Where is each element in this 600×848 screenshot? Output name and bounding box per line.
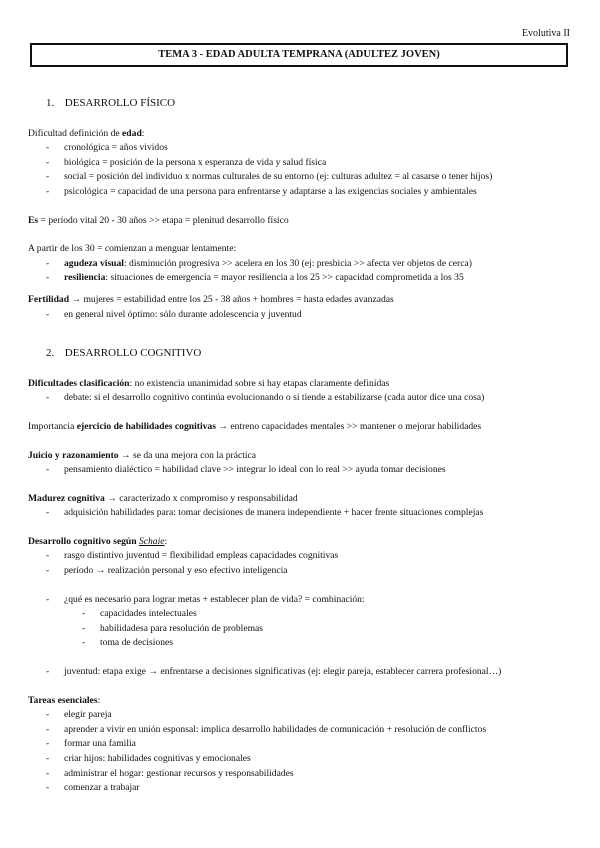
list-item [28, 271, 578, 286]
dificultades-list [28, 391, 578, 406]
importancia-pre: Importancia [28, 420, 77, 432]
tareas-term: Tareas esenciales [28, 694, 98, 706]
list-item: - adquisición habilidades para: tomar decisiones de manera independiente + hacer frente situaciones complejas [28, 506, 578, 521]
fertilidad-list [28, 308, 578, 323]
list-item: - aprender a vivir en unión esponsal: implica desarrollo habilidades de comunicación + resolución de conflictos [28, 723, 578, 738]
list-item: - juventud: etapa exige → enfrentarse a decisiones significativas (ej: elegir pareja, establecer carrera profesional…) [28, 665, 578, 680]
sub-list-item: - habilidadesa para resolución de problemas [28, 622, 578, 637]
list-item: - social = posición del individuo x normas culturales de su entorno (ej: culturas adultez = al casarse o tener hijos) [28, 170, 578, 185]
list-item: - elegir pareja [28, 708, 578, 723]
list-item: - administrar el hogar: gestionar recursos y responsabilidades [28, 767, 578, 782]
tareas-colon: : [97, 694, 101, 706]
madurez-list [28, 506, 578, 521]
list-item: - criar hijos: habilidades cognitivas y emocionales [28, 752, 578, 767]
importancia-line [28, 420, 578, 435]
juicio-text: → se da una mejora con la práctica [118, 449, 257, 461]
agudeza-text: : disminución progresiva >> acelera en los 30 (ej: presbicia >> afecta ver objetos de cerca) [123, 257, 472, 269]
fertilidad-term: Fertilidad [28, 293, 70, 305]
list-item: - ¿qué es necesario para lograr metas + establecer plan de vida? = combinación: [28, 593, 578, 608]
schaie-name: Schaie [138, 535, 165, 547]
list-item [28, 257, 578, 272]
fertilidad-line [28, 293, 578, 308]
schaie-line [28, 535, 578, 550]
madurez-line [28, 492, 578, 507]
edad-term: edad [122, 127, 142, 139]
dificultades-term: Dificultades clasificación [28, 377, 130, 389]
edad-intro [28, 127, 578, 142]
list-item: - en general nivel óptimo: sólo durante adolescencia y juventud [28, 308, 578, 323]
importancia-post: → entreno capacidades mentales >> mantener o mejorar habilidades [215, 420, 482, 432]
section-2-title: DESARROLLO COGNITIVO [64, 347, 202, 360]
es-text: = período vital 20 - 30 años >> etapa = plenitud desarrollo físico [38, 214, 289, 226]
list-item: - formar una familia [28, 737, 578, 752]
document-title: TEMA 3 - EDAD ADULTA TEMPRANA (ADULTEZ JOVEN) [30, 43, 568, 67]
tareas-line [28, 694, 578, 709]
list-item: - comenzar a trabajar [28, 781, 578, 796]
menguar-list [28, 257, 578, 286]
list-item: - pensamiento dialéctico = habilidad clave >> integrar lo ideal con lo real >> ayuda tomar decisiones [28, 463, 578, 478]
schaie-colon: : [164, 535, 168, 547]
resiliencia-term: resiliencia [64, 272, 106, 284]
section-2-heading [46, 346, 578, 361]
dificultades-text: : no existencia unanimidad sobre si hay etapas claramente definidas [129, 377, 390, 389]
dificultades-line [28, 377, 578, 392]
agudeza-term: agudeza visual [64, 257, 124, 269]
edad-list [28, 141, 578, 199]
tareas-list [28, 708, 578, 796]
list-item: - biológica = posición de la persona x esperanza de vida y salud física [28, 156, 578, 171]
madurez-term: Madurez cognitiva [28, 492, 105, 504]
importancia-term: ejercicio de habilidades cognitivas [76, 420, 216, 432]
list-item: - cronológica = años vividos [28, 141, 578, 156]
schaie-list [28, 549, 578, 578]
fertilidad-text: → mujeres = estabilidad entre los 25 - 38 años + hombres = hasta edades avanzadas [69, 293, 394, 305]
menguar-intro: A partir de los 30 = comienzan a menguar lentamente: [28, 243, 237, 255]
list-item: - rasgo distintivo juventud = flexibilidad empleas capacidades cognitivas [28, 549, 578, 564]
juventud-list [28, 665, 578, 680]
juicio-term: Juicio y razonamiento [28, 449, 119, 461]
document-body [28, 96, 578, 796]
es-line [28, 214, 578, 229]
list-item: - debate: si el desarrollo cognitivo continúa evolucionando o si tiende a estabilizarse (cada autor dice una cosa) [28, 391, 578, 406]
section-1-title: DESARROLLO FÍSICO [64, 97, 176, 109]
section-2-number: 2. [46, 347, 55, 360]
sub-list-item: - capacidades intelectuales [28, 607, 578, 622]
edad-colon: : [141, 127, 145, 139]
schaie-term: Desarrollo cognitivo según [28, 535, 139, 547]
list-item: - período → realización personal y eso efectivo inteligencia [28, 564, 578, 579]
juicio-list [28, 463, 578, 478]
section-1-number: 1. [46, 97, 55, 109]
sub-list-item: - toma de decisiones [28, 636, 578, 651]
running-header: Evolutiva II [521, 28, 570, 39]
section-1-heading [46, 96, 578, 111]
metas-list [28, 593, 578, 651]
resiliencia-text: : situaciones de emergencia = mayor resiliencia a los 25 >> capacidad comprometida a los 35 [105, 272, 464, 284]
es-term: Es [28, 214, 39, 226]
edad-intro-text: Dificultad definición de [28, 127, 123, 139]
list-item: - psicológica = capacidad de una persona para enfrentarse y adaptarse a las exigencias sociales y ambientales [28, 185, 578, 200]
juicio-line [28, 449, 578, 464]
madurez-text: → caracterizado x compromiso y responsabilidad [104, 492, 298, 504]
